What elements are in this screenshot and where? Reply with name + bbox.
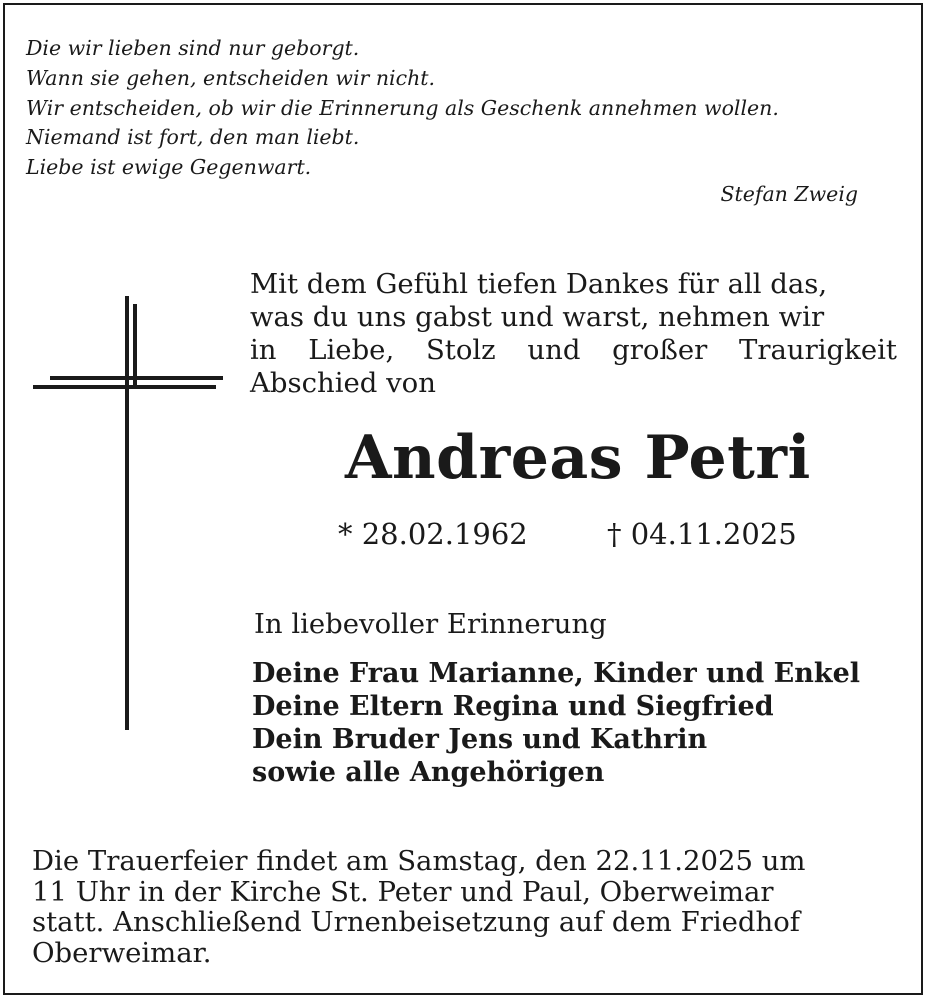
intro-word: Traurigkeit: [739, 334, 897, 366]
intro-word: großer: [612, 334, 708, 366]
intro-line: was du uns gabst und warst, nehmen wir: [250, 301, 825, 333]
deceased-name: Andreas Petri: [345, 423, 811, 493]
mourners-list: [252, 657, 860, 789]
intro-word: Liebe,: [308, 334, 395, 366]
service-line: 11 Uhr in der Kirche St. Peter und Paul, Oberweimar: [32, 875, 774, 908]
intro-word: in: [250, 334, 277, 366]
intro-word: Stolz: [425, 334, 496, 366]
birth-date: * 28.02.1962: [338, 517, 528, 551]
service-line: Oberweimar.: [32, 936, 212, 969]
quote-line: Wann sie gehen, entscheiden wir nicht.: [26, 65, 436, 90]
quote-author: Stefan Zweig: [720, 182, 858, 206]
mourner-line: Dein Bruder Jens und Kathrin: [252, 724, 708, 755]
quote-block: [26, 34, 779, 183]
quote-line: Niemand ist fort, den man liebt.: [26, 125, 360, 150]
death-date: † 04.11.2025: [607, 517, 797, 551]
mourner-line: Deine Eltern Regina und Siegfried: [252, 691, 774, 722]
service-line: statt. Anschließend Urnenbeisetzung auf dem Friedhof: [32, 906, 800, 938]
memory-line: In liebevoller Erinnerung: [254, 608, 607, 640]
intro-line: [250, 334, 897, 367]
intro-line: Mit dem Gefühl tiefen Dankes für all das,: [250, 268, 828, 300]
quote-line: Wir entscheiden, ob wir die Erinnerung als Geschenk annehmen wollen.: [26, 95, 779, 120]
mourner-line: sowie alle Angehörigen: [252, 757, 605, 788]
quote-line: Die wir lieben sind nur geborgt.: [26, 36, 360, 60]
service-info: [32, 846, 882, 968]
intro-word: und: [527, 334, 581, 366]
intro-line: Abschied von: [250, 367, 436, 399]
mourner-line: Deine Frau Marianne, Kinder und Enkel: [252, 658, 861, 689]
intro-text: [250, 268, 897, 400]
cross-icon: [30, 292, 225, 732]
quote-line: Liebe ist ewige Gegenwart.: [26, 155, 312, 180]
service-line: Die Trauerfeier findet am Samstag, den 22.11.2025 um: [32, 845, 806, 877]
